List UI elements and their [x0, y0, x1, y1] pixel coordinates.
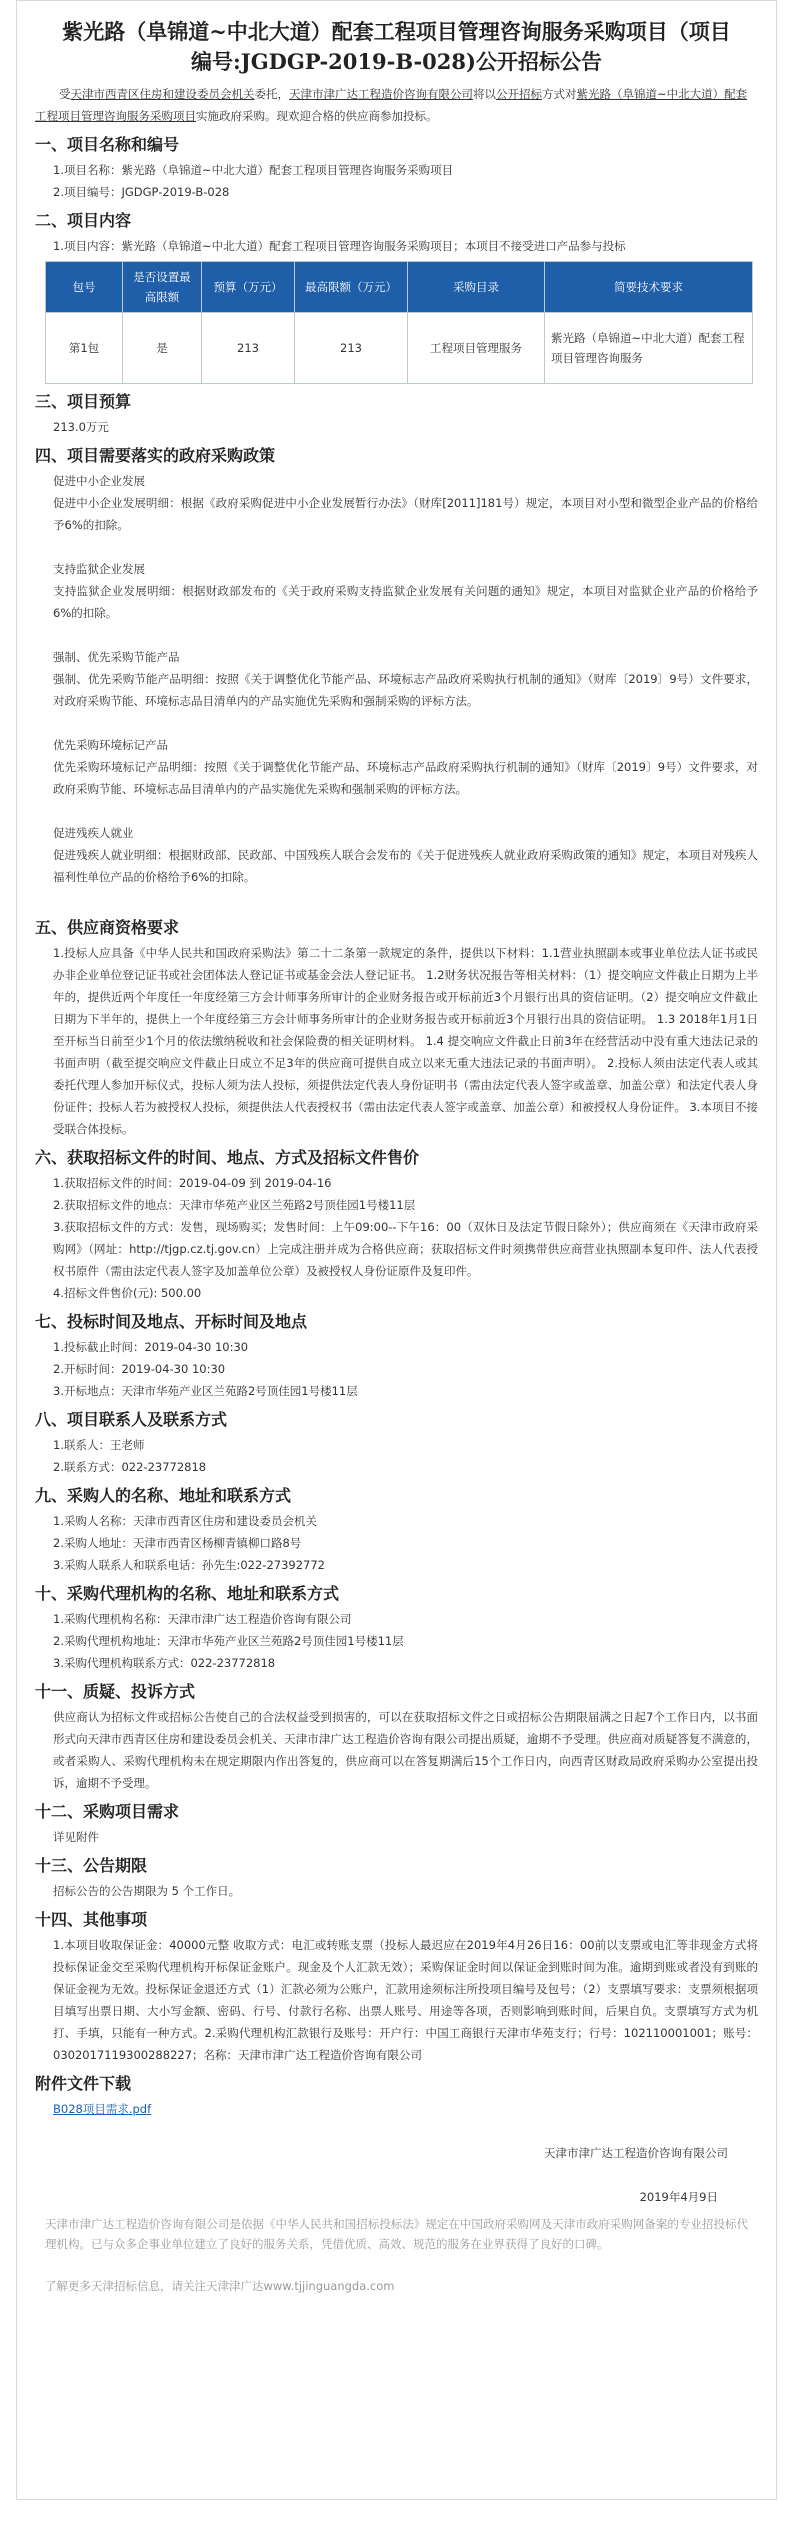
policy-text-prison: 支持监狱企业发展明细：根据财政部发布的《关于政府采购支持监狱企业发展有关问题的通知》规定，本项目对监狱企业产品的价格给予6%的扣除。: [53, 584, 758, 620]
attachment-link[interactable]: B028项目需求.pdf: [53, 2102, 152, 2116]
s8-line-1: 1.联系人：王老师: [53, 1438, 145, 1452]
s13-line-1: 招标公告的公告期限为 5 个工作日。: [53, 1884, 241, 1898]
policy-title-sme: 促进中小企业发展: [53, 474, 145, 488]
s8-line-2: 2.联系方式：022-23772818: [53, 1460, 207, 1474]
cell-max-limit: 213: [295, 313, 408, 384]
signature-org: 天津市津广达工程造价咨询有限公司: [544, 2146, 728, 2160]
s6-line-1: 1.获取招标文件的时间：2019-04-09 到 2019-04-16: [53, 1176, 332, 1190]
section-heading-3: 三、项目预算: [35, 392, 132, 411]
s7-line-2: 2.开标时间：2019-04-30 10:30: [53, 1362, 226, 1376]
intro-purchaser: 天津市西青区住房和建设委员会机关: [70, 87, 255, 101]
section-heading-7: 七、投标时间及地点、开标时间及地点: [35, 1312, 308, 1331]
policy-title-prison: 支持监狱企业发展: [53, 562, 145, 576]
policy-title-energy: 强制、优先采购节能产品: [53, 650, 180, 664]
section-heading-11: 十一、质疑、投诉方式: [35, 1682, 196, 1701]
table-header-row: [46, 262, 753, 313]
package-table: [45, 261, 753, 384]
section-heading-10: 十、采购代理机构的名称、地址和联系方式: [35, 1584, 340, 1603]
policy-title-disabled: 促进残疾人就业: [53, 826, 134, 840]
intro-prefix: 受: [59, 87, 71, 101]
s10-line-1: 1.采购代理机构名称：天津市津广达工程造价咨询有限公司: [53, 1612, 352, 1626]
s5-requirements: 1.投标人应具备《中华人民共和国政府采购法》第二十二条第一款规定的条件，提供以下材料：1.1营业执照副本或事业单位法人证书或民办非企业单位登记证书或社会团体法人登记证书或基金会法人登记证书。 1.2财务状况报告等相关材料：（1）提交响应文件截止日期为上半年的，提供近两个年度任一年度经第三方会计师事务所审计的企业财务报告或开标前近3个月银行出具的资信证明。（2）提交响应文件截止日期为下半年的，提供上一个年度经第三方会计师事务所审计的企业财务报告或开标前近3个月银行出具的资信证明。 1.3 2018年1月1日至开标当日前至少1个月的依法缴纳税收和社会保险费的相关证明材料。 1.4 提交响应文件截止日前3年在经营活动中没有重大违法记录的书面声明（截至提交响应文件截止日成立不足3年的供应商可提供自成立以来无重大违法记录的书面声明）。 2.投标人须由法定代表人或其委托代理人参加开标仪式，投标人须为法人投标，须提供法定代表人身份证明书（需由法定代表人签字或盖章、加盖公章）和法定代表人身份证件；投标人若为被授权人投标，须提供法人代表授权书（需由法定代表人签字或盖章、加盖公章）和被授权人身份证件。 3.本项目不接受联合体投标。: [53, 946, 758, 1136]
footer-blurb: 天津市津广达工程造价咨询有限公司是依据《中华人民共和国招标投标法》规定在中国政府采购网及天津市政府采购网备案的专业招投标代理机构。已与众多企事业单位建立了良好的服务关系，凭借优质、高效、规范的服务在业界获得了良好的口碑。: [45, 2217, 748, 2251]
intro-method: 公开招标: [496, 87, 542, 101]
intro-text-1: 委托，: [254, 87, 289, 101]
page-title: 紫光路（阜锦道~中北大道）配套工程项目管理咨询服务采购项目（项目编号:JGDGP-2019-B-028)公开招标公告: [62, 19, 731, 74]
s11-text: 供应商认为招标文件或招标公告使自己的合法权益受到损害的，可以在获取招标文件之日或招标公告期限届满之日起7个工作日内，以书面形式向天津市西青区住房和建设委员会机关、天津市津广达工程造价咨询有限公司提出质疑，逾期不予受理。供应商对质疑答复不满意的，或者采购人、采购代理机构未在规定期限内作出答复的，供应商可以在答复期满后15个工作日内，向西青区财政局政府采购办公室提出投诉，逾期不予受理。: [53, 1710, 758, 1790]
s6-line-3: 3.获取招标文件的方式：发售，现场购买；发售时间：上午09:00--下午16：00（双休日及法定节假日除外）；供应商须在《天津市政府采购网》（网址：http://tjgp.cz.tj.gov.cn）上完成注册并成为合格供应商；获取招标文件时须携带供应商营业执照副本复印件、法人代表授权书原件（需由法定代表人签字及加盖单位公章）及被授权人身份证原件及复印件。: [53, 1220, 758, 1278]
signature-date: 2019年4月9日: [639, 2190, 718, 2204]
intro-text-3: 方式对: [542, 87, 577, 101]
policy-text-sme: 促进中小企业发展明细：根据《政府采购促进中小企业发展暂行办法》（财库[2011]181号）规定，本项目对小型和微型企业产品的价格给予6%的扣除。: [53, 496, 758, 532]
section-heading-4: 四、项目需要落实的政府采购政策: [35, 446, 276, 465]
s9-line-2: 2.采购人地址：天津市西青区杨柳青镇柳口路8号: [53, 1536, 302, 1550]
policy-text-env: 优先采购环境标记产品明细：按照《关于调整优化节能产品、环境标志产品政府采购执行机制的通知》（财库〔2019〕9号）文件要求，对政府采购节能、环境标志品目清单内的产品实施优先采购和强制采购的评标方法。: [53, 760, 758, 796]
s10-line-3: 3.采购代理机构联系方式：022-23772818: [53, 1656, 276, 1670]
s9-line-1: 1.采购人名称：天津市西青区住房和建设委员会机关: [53, 1514, 317, 1528]
footer-more-info: 了解更多天津招标信息，请关注天津津广达www.tjjinguangda.com: [45, 2279, 395, 2293]
col-header-requirements: 简要技术要求: [545, 262, 753, 313]
intro-agency: 天津市津广达工程造价咨询有限公司: [289, 87, 473, 101]
section-heading-2: 二、项目内容: [35, 211, 132, 230]
intro-project: 紫光路（阜锦道~中北大道）配套工程项目管理咨询服务采购项目: [35, 87, 748, 123]
cell-budget: 213: [202, 313, 295, 384]
s1-line-1: 1.项目名称：紫光路（阜锦道~中北大道）配套工程项目管理咨询服务采购项目: [53, 163, 454, 177]
section-heading-9: 九、采购人的名称、地址和联系方式: [35, 1486, 292, 1505]
col-header-has-limit: 是否设置最高限额: [123, 262, 202, 313]
col-header-budget: 预算（万元）: [202, 262, 295, 313]
s3-budget: 213.0万元: [53, 420, 109, 434]
table-row: [46, 313, 753, 384]
section-heading-12: 十二、采购项目需求: [35, 1802, 180, 1821]
col-header-max-limit: 最高限额（万元）: [295, 262, 408, 313]
s1-line-2: 2.项目编号：JGDGP-2019-B-028: [53, 185, 230, 199]
intro-paragraph: [35, 83, 758, 127]
section-heading-5: 五、供应商资格要求: [35, 918, 180, 937]
cell-catalog: 工程项目管理服务: [408, 313, 545, 384]
s7-line-1: 1.投标截止时间：2019-04-30 10:30: [53, 1340, 249, 1354]
s12-line-1: 详见附件: [53, 1830, 99, 1844]
attachments-heading: 附件文件下载: [35, 2074, 132, 2093]
s2-line-1: 1.项目内容：紫光路（阜锦道~中北大道）配套工程项目管理咨询服务采购项目；本项目不接受进口产品参与投标: [53, 239, 626, 253]
announcement-page: [16, 0, 777, 2500]
policy-text-disabled: 促进残疾人就业明细：根据财政部、民政部、中国残疾人联合会发布的《关于促进残疾人就业政府采购政策的通知》规定，本项目对残疾人福利性单位产品的价格给予6%的扣除。: [53, 848, 758, 884]
section-heading-6: 六、获取招标文件的时间、地点、方式及招标文件售价: [35, 1148, 420, 1167]
s9-line-3: 3.采购人联系人和联系电话：孙先生:022-27392772: [53, 1558, 325, 1572]
intro-suffix: 实施政府采购。现欢迎合格的供应商参加投标。: [196, 109, 438, 123]
s10-line-2: 2.采购代理机构地址：天津市华苑产业区兰苑路2号顶佳园1号楼11层: [53, 1634, 404, 1648]
s7-line-3: 3.开标地点：天津市华苑产业区兰苑路2号顶佳园1号楼11层: [53, 1384, 358, 1398]
policy-title-env: 优先采购环境标记产品: [53, 738, 168, 752]
policy-text-energy: 强制、优先采购节能产品明细：按照《关于调整优化节能产品、环境标志产品政府采购执行机制的通知》（财库〔2019〕9号）文件要求，对政府采购节能、环境标志品目清单内的产品实施优先采购和强制采购的评标方法。: [53, 672, 758, 708]
cell-requirements: 紫光路（阜锦道~中北大道）配套工程项目管理咨询服务: [545, 313, 753, 384]
cell-package: 第1包: [46, 313, 123, 384]
section-heading-8: 八、项目联系人及联系方式: [35, 1410, 228, 1429]
section-heading-13: 十三、公告期限: [35, 1856, 148, 1875]
col-header-catalog: 采购目录: [408, 262, 545, 313]
s6-line-2: 2.获取招标文件的地点：天津市华苑产业区兰苑路2号顶佳园1号楼11层: [53, 1198, 416, 1212]
cell-has-limit: 是: [123, 313, 202, 384]
col-header-package: 包号: [46, 262, 123, 313]
section-heading-14: 十四、其他事项: [35, 1910, 148, 1929]
section-heading-1: 一、项目名称和编号: [35, 135, 180, 154]
s14-text: 1.本项目收取保证金：40000元整 收取方式：电汇或转账支票（投标人最迟应在2019年4月26日16：00前以支票或电汇等非现金方式将投标保证金交至采购代理机构开标保证金账户。现金及个人汇款无效）；采购保证金时间以保证金到账时间为准。逾期到账或者没有到账的保证金视为无效。投标保证金退还方式（1）汇款必须为公账户，汇款用途须标注所投项目编号及包号；（2）支票填写要求：支票须根据项目填写出票日期、大小写金额、密码、行号、付款行名称、出票人账号、用途等各项，否则影响到账时间，后果自负。支票填写方式为机打、手填，只能有一种方式。2.采购代理机构汇款银行及账号：开户行：中国工商银行天津市华苑支行；行号：102110001001；账号：0302017119300288227；名称：天津市津广达工程造价咨询有限公司: [53, 1938, 758, 2062]
intro-text-2: 将以: [473, 87, 496, 101]
s6-line-4: 4.招标文件售价(元): 500.00: [53, 1286, 202, 1300]
